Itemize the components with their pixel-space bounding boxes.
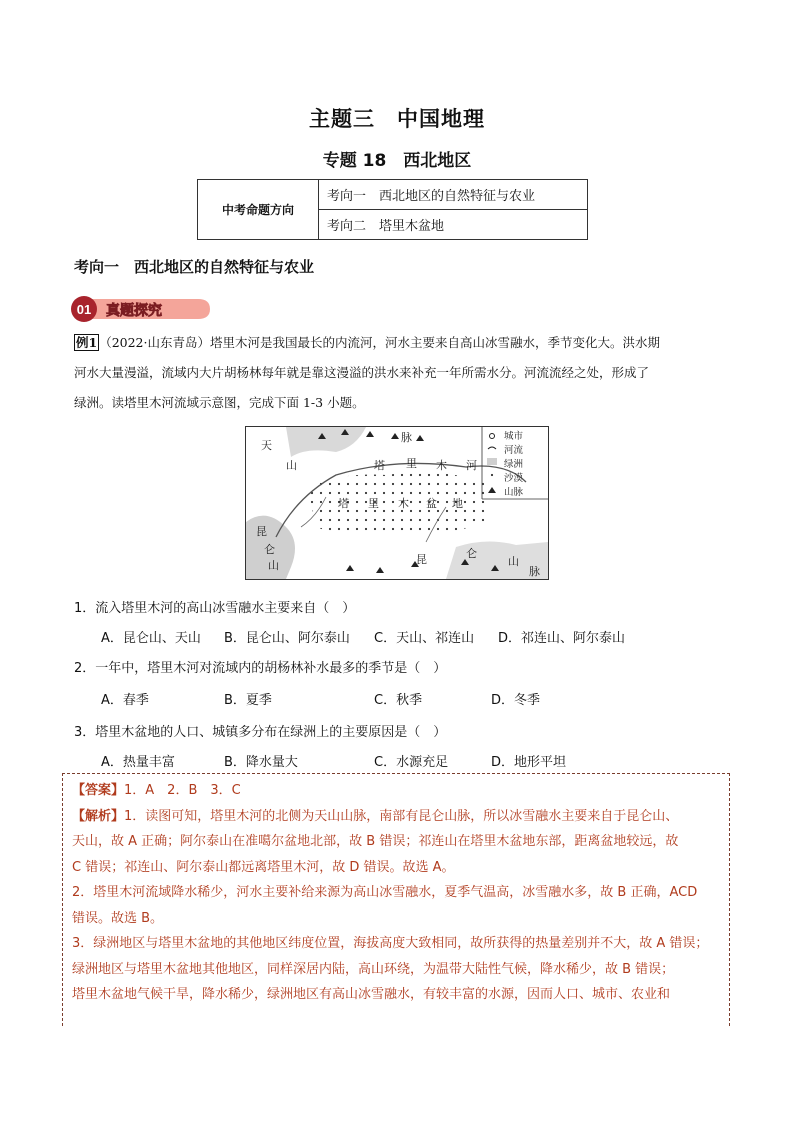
map-label-basin-ta: 塔 (338, 497, 349, 510)
legend-mountain: 山脉 (504, 487, 524, 498)
map-label-basin-pen: 盆 (426, 497, 437, 510)
map-label-river-he: 河 (466, 459, 477, 472)
map-label-shan: 山 (286, 459, 297, 472)
map-label-lun-west: 仑 (264, 543, 275, 556)
legend-desert: 沙漠 (504, 473, 524, 484)
question-2: 2．一年中，塔里木河对流域内的胡杨林补水最多的季节是（ ） (74, 661, 447, 676)
theme-title: 主题三 中国地理 (309, 107, 485, 131)
section-title: 考向一 西北地区的自然特征与农业 (74, 258, 315, 276)
analysis-line-1: 1．读图可知，塔里木河的北侧为天山山脉，南部有昆仑山脉，所以冰雪融水主要来自于昆仑山、 (124, 808, 679, 824)
map-label-mai-north: 脉 (401, 431, 412, 444)
example-label: 例1 (76, 335, 98, 350)
q2-option-b: B．夏季 (224, 693, 272, 708)
analysis-line-5: 错误。故选 B。 (72, 910, 164, 926)
example-line-1: 塔里木河是我国最长的内流河，河水主要来自高山冰雪融水，季节变化大。洪水期 (210, 335, 661, 350)
direction-item-2: 考向二 塔里木盆地 (319, 210, 588, 240)
analysis-line-6: 3．绿洲地区与塔里木盆地的其他地区纬度位置，海拔高度大致相同，故所获得的热量差别并不大，故 A 错误； (72, 936, 709, 951)
q1-option-d: D．祁连山、阿尔泰山 (498, 631, 626, 646)
direction-label: 中考命题方向 (198, 180, 319, 240)
question-3: 3．塔里木盆地的人口、城镇多分布在绿洲上的主要原因是（ ） (74, 725, 447, 740)
map-label-river-li: 里 (406, 457, 417, 470)
map-label-river-ta: 塔 (374, 459, 385, 472)
map-label-basin-li: 里 (368, 497, 379, 510)
map-label-tian: 天 (261, 439, 272, 452)
example-line-3: 绿洲。读塔里木河流域示意图，完成下面 1-3 小题。 (74, 395, 365, 410)
legend-oasis: 绿洲 (504, 459, 524, 470)
q3-option-d: D．地形平坦 (491, 755, 567, 770)
q3-option-a: A．热量丰富 (101, 755, 175, 770)
map-legend (482, 427, 548, 499)
q3-option-b: B．降水量大 (224, 755, 298, 770)
analysis-line-4: 2．塔里木河流域降水稀少，河水主要补给来源为高山冰雪融水，夏季气温高，冰雪融水多，故 B 正确，ACD (72, 885, 698, 900)
map-label-mai-south: 脉 (529, 565, 540, 578)
answer-value: 1．A 2．B 3．C (124, 783, 241, 798)
analysis-label: 【解析】 (72, 808, 125, 824)
q2-option-a: A．春季 (101, 693, 149, 708)
badge-number: 01 (76, 302, 92, 317)
map-label-river-mu: 木 (436, 459, 447, 472)
q2-option-d: D．冬季 (491, 693, 541, 708)
topic-title: 专题 18 西北地区 (322, 151, 472, 171)
terrain-north (286, 427, 366, 457)
legend-city: 城市 (504, 431, 524, 442)
q3-option-c: C．水源充足 (374, 755, 449, 770)
answer-label: 【答案】 (72, 783, 125, 798)
question-1: 1．流入塔里木河的高山冰雪融水主要来自（ ） (74, 601, 356, 616)
analysis-line-3: C 错误；祁连山、阿尔泰山都远离塔里木河，故 D 错误。故选 A。 (72, 859, 455, 875)
q1-option-a: A．昆仑山、天山 (101, 631, 201, 646)
direction-item-1: 考向一 西北地区的自然特征与农业 (319, 180, 588, 210)
q1-option-c: C．天山、祁连山 (374, 631, 475, 646)
badge-text: 真题探究 (106, 303, 162, 319)
q2-option-c: C．秋季 (374, 693, 423, 708)
legend-river: 河流 (504, 445, 524, 456)
map-label-basin-mu: 木 (398, 497, 409, 510)
map-label-shan-west: 山 (268, 559, 279, 572)
map-label-shan-south: 山 (508, 555, 519, 568)
analysis-line-8: 塔里木盆地气候干旱，降水稀少，绿洲地区有高山冰雪融水，有较丰富的水源，因而人口、城市、农业和 (72, 987, 671, 1002)
q1-option-b: B．昆仑山、阿尔泰山 (224, 631, 350, 646)
example-source: （2022·山东青岛） (99, 335, 210, 350)
analysis-line-2: 天山，故 A 正确；阿尔泰山在准噶尔盆地北部，故 B 错误；祁连山在塔里木盆地东部，距离盆地较远，故 (72, 834, 679, 849)
direction-table (197, 179, 588, 240)
section-badge (70, 295, 212, 323)
map-label-basin-di: 地 (452, 497, 463, 510)
map-label-kun-south: 昆 (416, 553, 427, 566)
example-paragraph (74, 328, 722, 418)
tarim-river-basin-map (245, 426, 549, 580)
answer-content (72, 778, 720, 1008)
map-label-kun-west: 昆 (256, 525, 267, 538)
map-label-lun-south: 仑 (466, 547, 477, 560)
analysis-line-7: 绿洲地区与塔里木盆地其他地区，同样深居内陆，高山环绕，为温带大陆性气候，降水稀少，故 B 错误； (72, 961, 675, 977)
example-line-2: 河水大量漫溢，流域内大片胡杨林每年就是靠这漫溢的洪水来补充一年所需水分。河流流经之处，形成了 (74, 365, 650, 380)
